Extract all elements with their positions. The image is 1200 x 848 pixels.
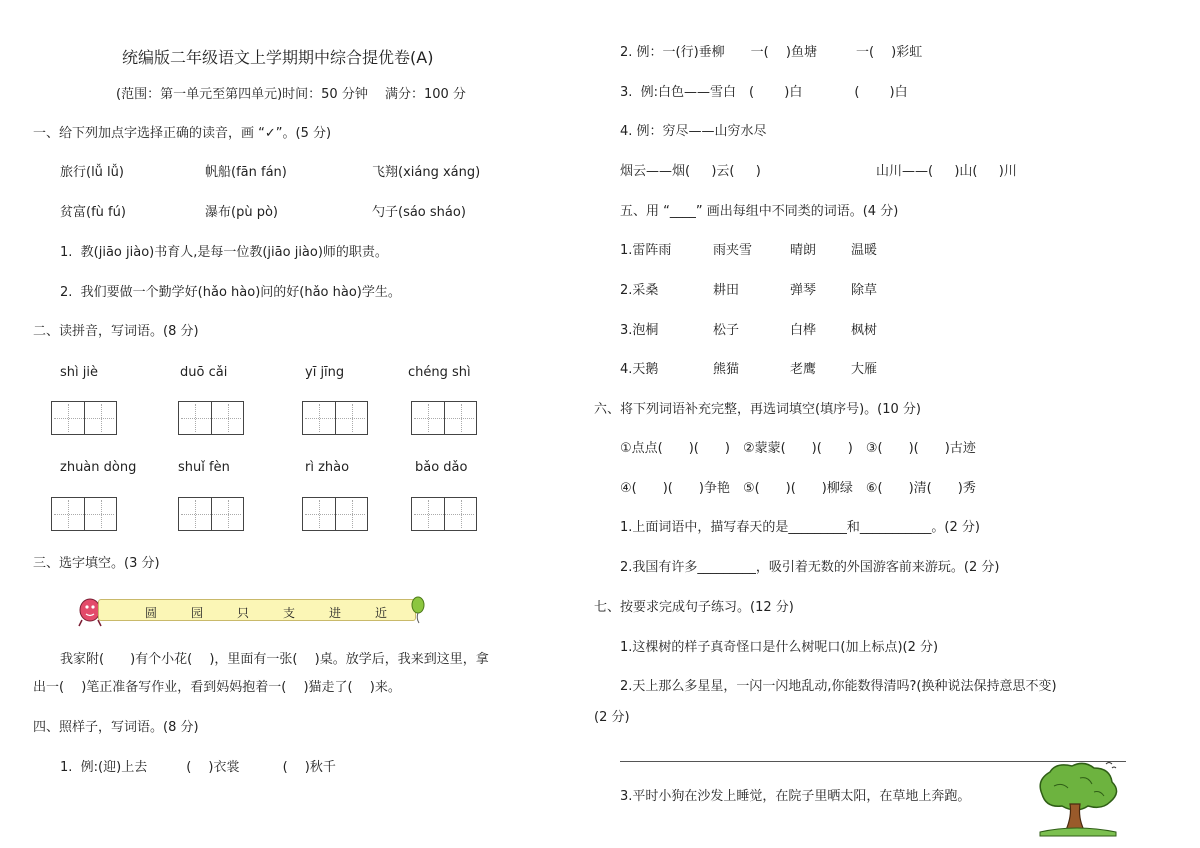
s5-word: 雨夹雪: [713, 243, 753, 258]
s5-word: 4.天鹅: [620, 362, 659, 377]
s1-item: 旅行(lǚ lǚ): [60, 165, 124, 180]
s5-word: 老鹰: [790, 362, 817, 377]
s5-word: 2.采桑: [620, 283, 659, 298]
s4-example-4a: 烟云——烟( )云( ): [620, 164, 761, 179]
section-5-heading: 五、用 “____” 画出每组中不同类的词语。(4 分): [620, 204, 899, 219]
s3-line-1: 我家附( )有个小花( )，里面有一张( )桌。放学后，我来到这里，拿: [60, 652, 489, 667]
s1-item: 飞翔(xiáng xáng): [372, 165, 481, 180]
section-2-heading: 二、读拼音，写词语。(8 分): [33, 324, 199, 339]
tree-illustration-icon: [1032, 760, 1122, 840]
pinyin-label: chéng shì: [408, 365, 471, 380]
writing-grid[interactable]: [178, 497, 244, 531]
s4-example-4b: 山川——( )山( )川: [876, 164, 1017, 179]
section-1-heading: 一、给下列加点字选择正确的读音，画 “✓”。(5 分): [33, 126, 332, 141]
pinyin-label: shì jiè: [60, 365, 98, 380]
s4-example-4: 4. 例：穷尽——山穷水尽: [620, 124, 767, 139]
s6-row-2: ④( )( )争艳 ⑤( )( )柳绿 ⑥( )清( )秀: [620, 481, 976, 496]
s5-word: 耕田: [713, 283, 740, 298]
s5-word: 熊猫: [713, 362, 740, 377]
s1-item: 帆船(fān fán): [205, 165, 287, 180]
pinyin-label: duō cǎi: [180, 365, 228, 380]
pinyin-label: bǎo dǎo: [415, 460, 468, 475]
choice-char: 进: [329, 606, 342, 620]
writing-grid[interactable]: [411, 497, 477, 531]
section-4-heading: 四、照样子，写词语。(8 分): [33, 720, 199, 735]
s5-word: 弹琴: [790, 283, 817, 298]
s7-question-3: 3.平时小狗在沙发上睡觉，在院子里晒太阳，在草地上奔跑。: [620, 789, 971, 804]
choice-char: 支: [283, 606, 296, 620]
writing-grid[interactable]: [51, 497, 117, 531]
s1-sentence-1: 1. 教(jiāo jiào)书育人,是每一位教(jiāo jiào)师的职责。: [60, 245, 388, 260]
s1-item: 勺子(sáo sháo): [372, 205, 466, 220]
s6-question-1: 1.上面词语中，描写春天的是_________和___________。(2 分): [620, 520, 980, 535]
pinyin-label: yī jīng: [305, 365, 345, 380]
choice-char: 近: [375, 606, 388, 620]
s5-word: 松子: [713, 323, 740, 338]
s5-word: 枫树: [851, 323, 878, 338]
s5-word: 除草: [851, 283, 878, 298]
section-7-heading: 七、按要求完成句子练习。(12 分): [594, 600, 794, 615]
pinyin-label: shuǐ fèn: [178, 460, 230, 475]
s1-item: 贫富(fù fú): [60, 205, 126, 220]
s4-example-3: 3. 例:白色——雪白 ( )白 ( )白: [620, 85, 908, 100]
s5-word: 大雁: [851, 362, 878, 377]
s5-word: 晴朗: [790, 243, 817, 258]
choice-char: 园: [191, 606, 204, 620]
s7-question-1: 1.这棵树的样子真奇怪口是什么树呢口(加上标点)(2 分): [620, 640, 939, 655]
s3-line-2: 出一( )笔正准备写作业，看到妈妈抱着一( )猫走了( )来。: [33, 680, 401, 695]
s5-word: 1.雷阵雨: [620, 243, 672, 258]
section-6-heading: 六、将下列词语补充完整，再选词填空(填序号)。(10 分): [594, 402, 921, 417]
s5-word: 温暖: [851, 243, 878, 258]
s6-question-2: 2.我国有许多_________，吸引着无数的外国游客前来游玩。(2 分): [620, 560, 1000, 575]
writing-grid[interactable]: [178, 401, 244, 435]
writing-grid[interactable]: [51, 401, 117, 435]
s1-sentence-2: 2. 我们要做一个勤学好(hǎo hào)问的好(hǎo hào)学生。: [60, 285, 401, 300]
page-title: 统编版二年级语文上学期期中综合提优卷(A): [122, 48, 434, 67]
s5-word: 3.泡桐: [620, 323, 659, 338]
writing-grid[interactable]: [302, 401, 368, 435]
s6-row-1: ①点点( )( ) ②蒙蒙( )( ) ③( )( )古迹: [620, 441, 976, 456]
s4-example-2: 2. 例：一(行)垂柳 一( )鱼塘 一( )彩虹: [620, 45, 923, 60]
pinyin-label: zhuàn dòng: [60, 460, 137, 475]
writing-grid[interactable]: [411, 401, 477, 435]
balloon-icon: [408, 596, 428, 624]
s4-example-1: 1. 例:(迎)上去 ( )衣裳 ( )秋千: [60, 760, 336, 775]
s7-question-2-score: (2 分): [594, 710, 630, 725]
s1-item: 瀑布(pù pò): [205, 205, 278, 220]
choice-char: 圆: [145, 606, 158, 620]
choice-char: 只: [237, 606, 250, 620]
s7-question-2: 2.天上那么多星星，一闪一闪地乱动,你能数得清吗?(换种说法保持意思不变): [620, 679, 1057, 694]
page-subtitle: (范围：第一单元至第四单元)时间：50 分钟 满分：100 分: [116, 87, 466, 102]
choice-banner: [98, 599, 416, 621]
section-3-heading: 三、选字填空。(3 分): [33, 556, 160, 571]
pinyin-label: rì zhào: [305, 460, 350, 475]
s5-word: 白桦: [790, 323, 817, 338]
writing-grid[interactable]: [302, 497, 368, 531]
